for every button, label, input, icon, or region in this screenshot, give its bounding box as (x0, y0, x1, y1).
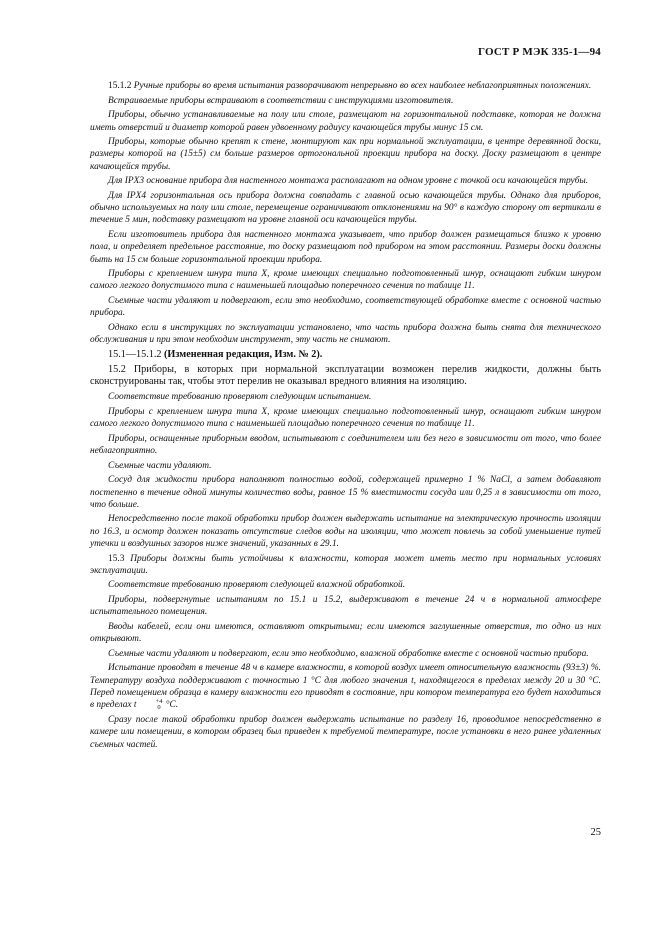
paragraph: Приборы с креплением шнура типа X, кроме имеющих специально подготовленный шнур, оснащают гибким шнуром самого легкого допустимого типа с наименьшей площадью поперечного сечения по таблице 11. (90, 406, 601, 430)
paragraph: Съемные части удаляют и подвергают, если это необходимо, влажной обработке вместе с основной частью прибора. (108, 648, 589, 659)
page-number: 25 (590, 827, 601, 838)
paragraph: Вводы кабелей, если они имеются, оставляют открытыми; если имеются заглушенные отверстия, то одно из них открывают. (90, 621, 601, 645)
temperature-tolerance: +4 0 (155, 698, 163, 712)
clause-number: 15.1—15.1.2 (108, 348, 162, 360)
paragraph: Приборы с креплением шнура типа X, кроме имеющих специально подготовленный шнур, оснащают гибким шнуром самого легкого допустимого типа с наименьшей площадью поперечного сечения по таблице 11. (90, 269, 601, 292)
paragraph: Соответствие требованию проверяют следующей влажной обработкой. (108, 580, 406, 591)
paragraph: Соответствие требованию проверяют следующим испытанием. (108, 392, 372, 403)
paragraph-15-1-2: 15.1.2 Ручные приборы во время испытания разворачивают непрерывно во всех наиболее неблагоприятных положениях. (108, 81, 592, 91)
paragraph: Встраиваемые приборы встраивают в соответствии с инструкциями изготовителя. (108, 95, 454, 106)
paragraph: Если изготовитель прибора для настенного монтажа указывает, что прибор должен размещаться близко к уровню пола, и определяет предельное расстояние, то доску размещают под прибором на этом расстоянии. Размеры доски должны быть на 15 см больше горизонтальной проекции прибора. (90, 230, 601, 265)
paragraph: Для IPX4 горизонтальная ось прибора должна совпадать с главной осью качающейся трубы. Однако для приборов, обычно используемых на полу или столе, перемещение ограничивают отклонениями на 90° в каждую сторону от вертикали в течение 5 мин, подставку размещают на уровне главной оси качающейся трубы. (90, 190, 601, 226)
paragraph: Приборы, обычно устанавливаемые на полу или столе, размещают на горизонтальной подставке, которая не должна иметь отверстий и диаметр которой равен удвоенному радиусу качающейся трубы минус 15 см. (90, 110, 601, 133)
paragraph: Однако если в инструкциях по эксплуатации установлено, что часть прибора должна быть снята для технического обслуживания и при этом необходим инструмент, эту часть не снимают. (90, 323, 601, 346)
document-body (90, 80, 601, 753)
paragraph: Сразу после такой обработки прибор должен выдержать испытание по разделу 16, проводимое непосредственно в камере или помещении, в котором образец был приведен к требуемой температуре, после установки в него ранее удаленных съемных частей. (90, 715, 601, 750)
clause-number: 15.1.2 (108, 81, 132, 91)
paragraph: Приборы, оснащенные приборным вводом, испытывают с соединителем или без него в зависимости от того, что более неблагоприятно. (90, 433, 601, 456)
paragraph: Для IPX3 основание прибора для настенного монтажа располагают на одном уровне с точкой оси качающейся трубы. (108, 176, 589, 187)
paragraph: Приборы, подвергнутые испытаниям по 15.1 и 15.2, выдерживают в течение 24 ч в нормальной атмосфере испытательного помещения. (90, 595, 601, 618)
paragraph: Приборы, которые обычно крепят к стене, монтируют как при нормальной эксплуатации, в центре деревянной доски, размеры которой на (15±5) см больше размеров ортогональной проекции прибора на доску. Доску размещают в центре качающейся трубы. (90, 137, 601, 172)
amendment-note (90, 349, 601, 362)
paragraph: Непосредственно после такой обработки прибор должен выдержать испытание на электрическую прочность изоляции по 16.3, и осмотр должен показать отсутствие следов воды на изоляции, что может повлечь за собой уменьшение путей утечки и воздушных зазоров ниже значений, указанных в 29.1. (90, 514, 601, 549)
paragraph: Съемные части удаляют. (108, 460, 212, 471)
paragraph-15-3: 15.3 Приборы должны быть устойчивы к влажности, которая может иметь место при нормальных условиях эксплуатации. (90, 553, 602, 576)
clause-number: 15.3 (108, 553, 125, 564)
paragraph: Испытание проводят в течение 48 ч в камере влажности, в которой воздух имеет относительную влажность (93±3) %. Температуру воздуха поддерживают с точностью 1 °С для любого значения t, находящегося в пределах между 20 и 30 °С. Перед помещением образца в камеру влажности его приводят в состояние, при котором температура его будет находиться в пределах t +4 0 °С. (90, 663, 601, 712)
amendment-label: (Измененная редакция, Изм. № 2). (164, 348, 323, 360)
paragraph: Сосуд для жидкости прибора наполняют полностью водой, содержащей примерно 1 % NaCl, а затем добавляют постепенно в течение одной минуты количество воды, равное 15 % вместимости сосуда или 0,25 л в зависимости от того, что больше. (90, 475, 601, 510)
paragraph-15-2: 15.2 Приборы, в которых при нормальной эксплуатации возможен перелив жидкости, должны быть сконструированы так, чтобы этот перелив не оказывал вредного влияния на изоляцию. (90, 363, 601, 388)
document-header: ГОСТ Р МЭК 335-1—94 (478, 46, 601, 58)
paragraph: Съемные части удаляют и подвергают, если это необходимо, соответствующей обработке вместе с основной частью прибора. (90, 296, 601, 319)
